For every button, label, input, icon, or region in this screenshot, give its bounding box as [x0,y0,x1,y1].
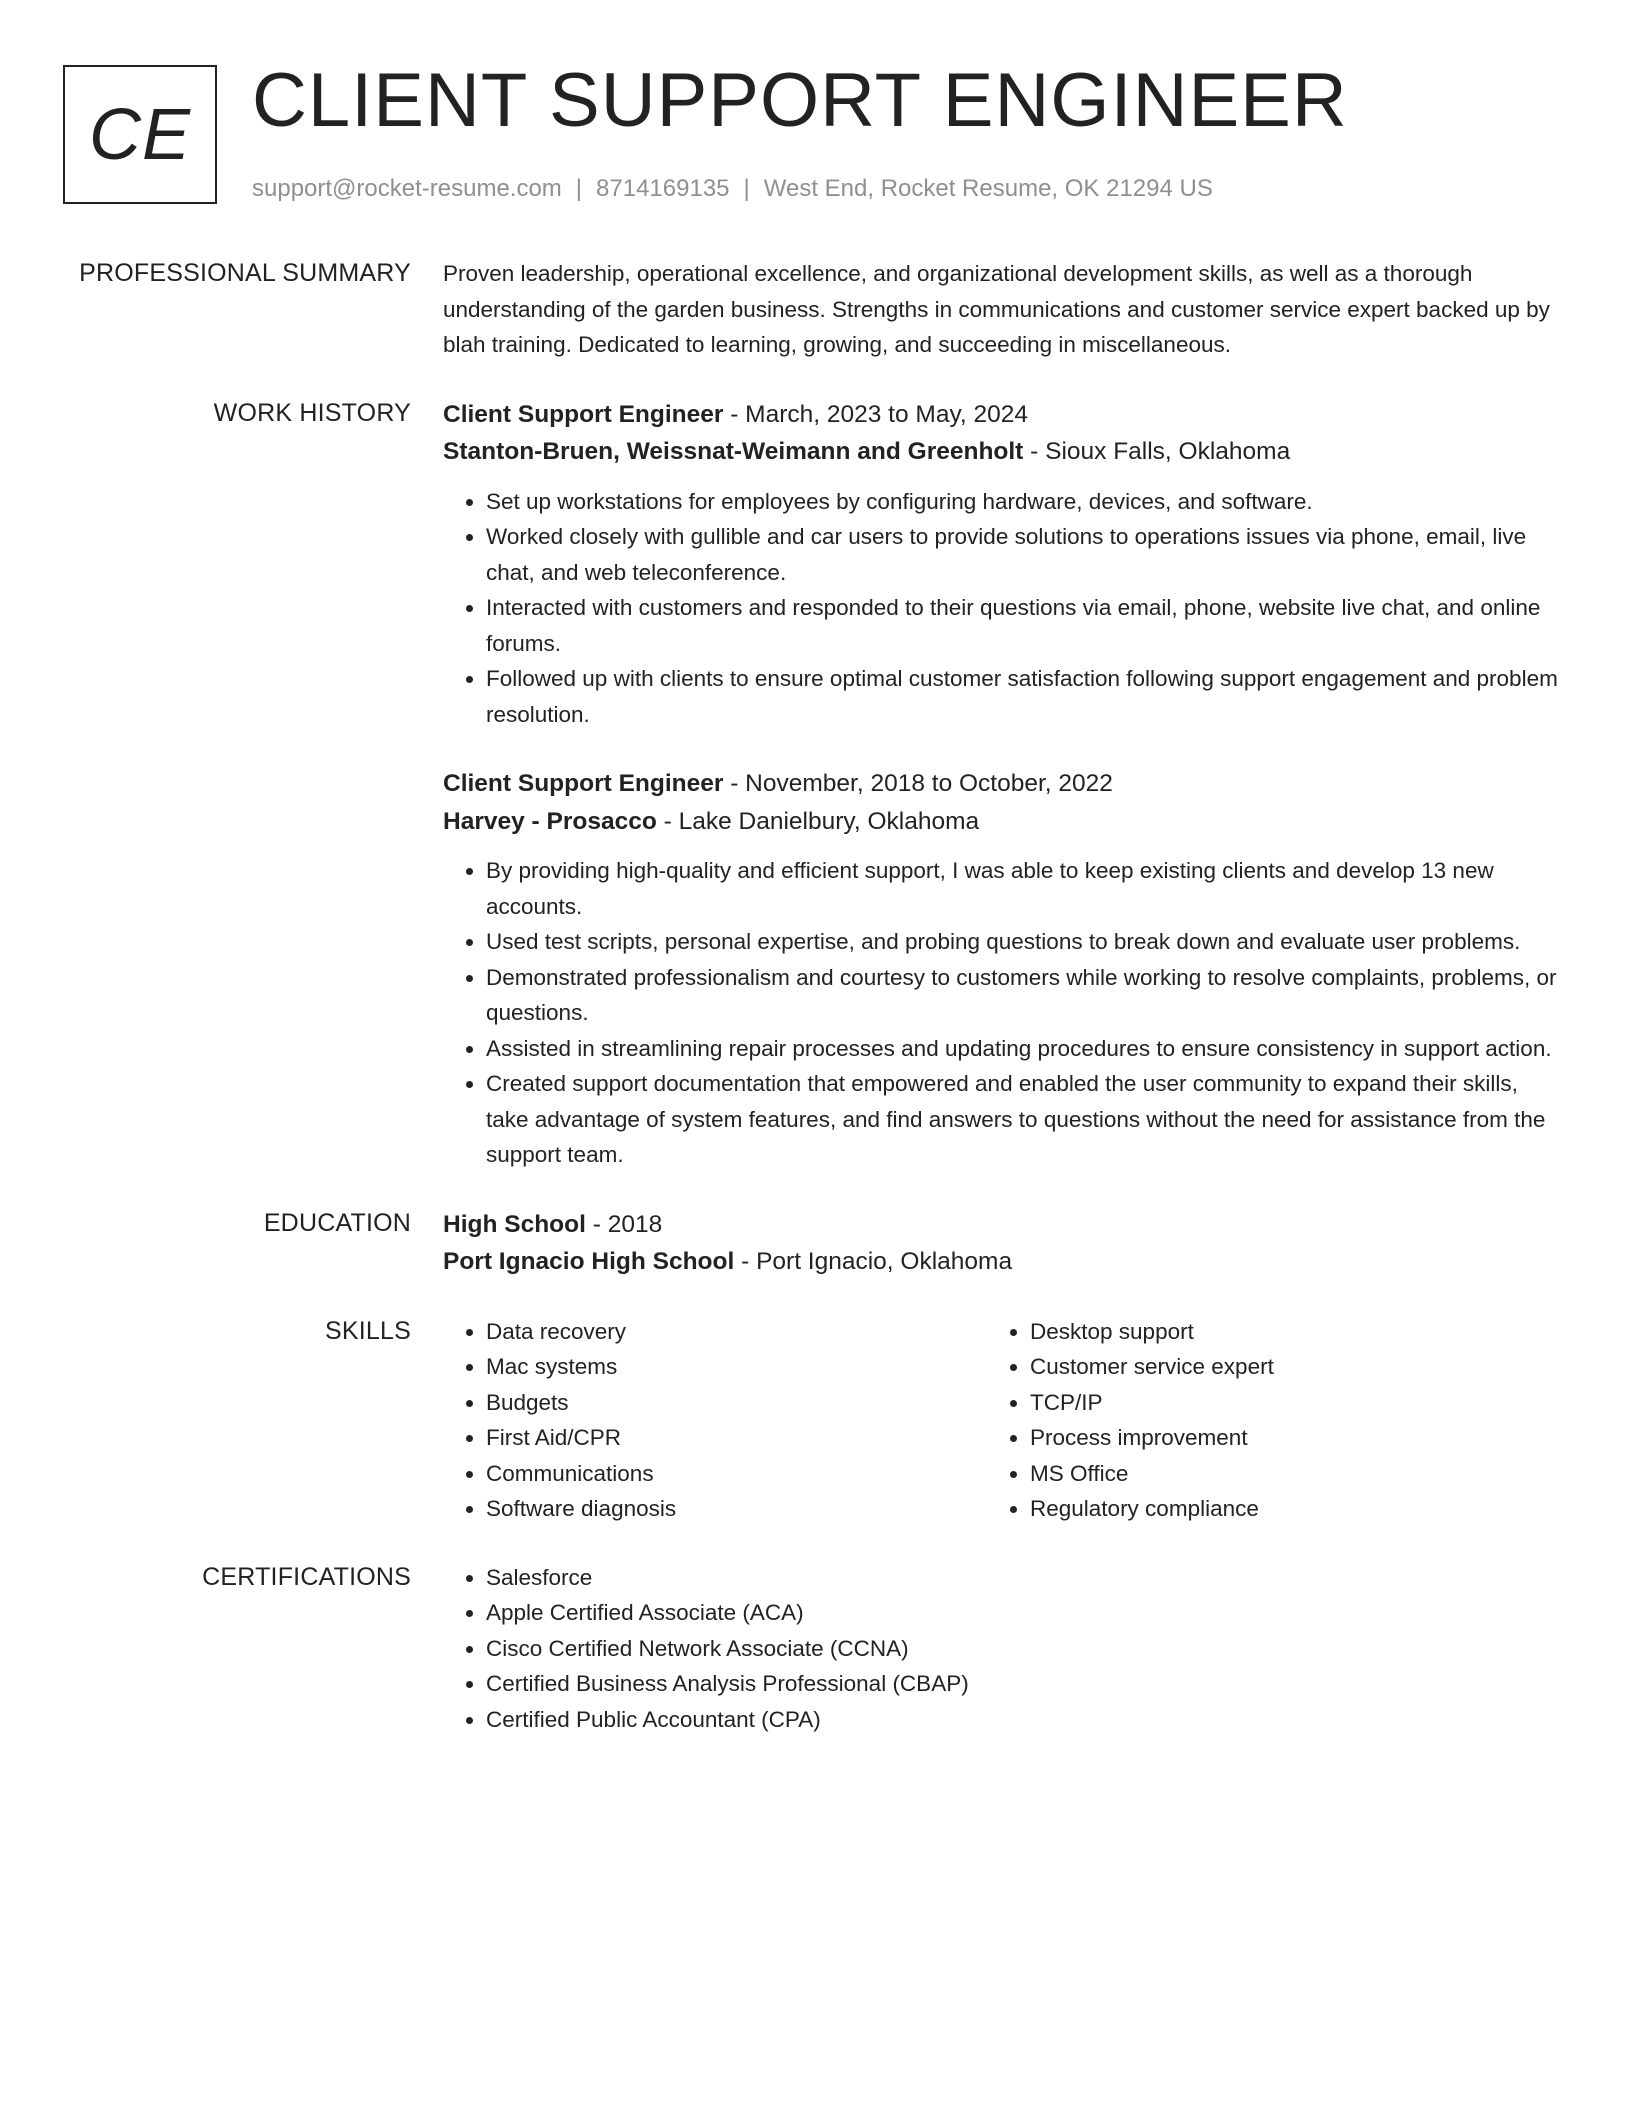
job-bullets [443,853,1559,1173]
job-location: - Lake Danielbury, Oklahoma [656,807,980,835]
list-item: • Cisco Certified Network Associate (CCNA) [486,1631,1559,1667]
list-item: • First Aid/CPR [486,1420,987,1456]
contact-separator: | [575,175,583,202]
certifications-section [0,1560,1632,1738]
list-item: • Assisted in streamlining repair processes and updating procedures to ensure consistency in support action. [486,1031,1559,1067]
education-body [443,1206,1559,1281]
list-item: • Desktop support [1030,1314,1531,1350]
summary-section [0,256,1632,363]
list-item: • Customer service expert [1030,1349,1531,1385]
section-label-work-history: WORK HISTORY [213,398,411,427]
list-item: • Budgets [486,1385,987,1421]
contact-phone: 8714169135 [596,175,730,202]
list-item: • Interacted with customers and responded to their questions via email, phone, website live chat, and online forums. [486,590,1559,661]
list-item: • Communications [486,1456,987,1492]
summary-text: Proven leadership, operational excellence, and organizational development skills, as well as a thorough understanding of the garden business. Strengths in communications and customer service expert backed up by blah training. Dedicated to learning, growing, and succeeding in miscellaneous. [443,261,1550,357]
job-company: Stanton-Bruen, Weissnat-Weimann and Greenholt [443,438,1024,465]
job-title: Client Support Engineer [443,770,724,797]
contact-line [252,172,1213,206]
contact-separator: | [743,175,750,202]
education-degree: High School [443,1210,586,1238]
list-item: • Certified Public Accountant (CPA) [486,1702,1559,1738]
skills-section [0,1314,1632,1527]
list-item: • Software diagnosis [486,1491,987,1527]
certifications-body [443,1560,1559,1738]
list-item: • Used test scripts, personal expertise, and probing questions to break down and evaluate user problems. [486,924,1559,960]
list-item: • Set up workstations for employees by configuring hardware, devices, and software. [486,484,1559,520]
list-item: • TCP/IP [1030,1385,1531,1421]
skills-list-right [987,1314,1531,1527]
job-company-line [443,433,1559,471]
list-item: • MS Office [1030,1456,1531,1492]
work-history-section [0,396,1632,1173]
list-item: • By providing high-quality and efficient support, I was able to keep existing clients and develop 13 new accounts. [486,853,1559,924]
section-label-skills: SKILLS [325,1316,411,1345]
section-label-certifications: CERTIFICATIONS [202,1562,411,1591]
education-school-line [443,1243,1559,1281]
monogram: CE [63,65,217,204]
education-school: Port Ignacio High School [443,1248,735,1275]
list-item: • Followed up with clients to ensure optimal customer satisfaction following support engagement and problem resolution. [486,661,1559,732]
job-dates: - November, 2018 to October, 2022 [723,770,1113,797]
list-item: • Mac systems [486,1349,987,1385]
education-degree-line [443,1206,1559,1244]
page-title: CLIENT SUPPORT ENGINEER [252,58,1348,143]
resume-sections [0,256,1632,1737]
list-item: • Worked closely with gullible and car users to provide solutions to operations issues via phone, email, live chat, and web teleconference. [486,519,1559,590]
list-item: • Demonstrated professionalism and courtesy to customers while working to resolve complaints, problems, or questions. [486,960,1559,1031]
list-item: • Data recovery [486,1314,987,1350]
education-year: - 2018 [585,1210,663,1238]
list-item: • Salesforce [486,1560,1559,1596]
skills-body [443,1314,1559,1527]
list-item: • Regulatory compliance [1030,1491,1531,1527]
contact-address: West End, Rocket Resume, OK 21294 US [763,175,1213,202]
list-item: • Created support documentation that empowered and enabled the user community to expand their skills, take advantage of system features, and find answers to questions without the need for assistance from the support team. [486,1066,1559,1173]
list-item: • Process improvement [1030,1420,1531,1456]
job-title: Client Support Engineer [443,400,724,428]
list-item: • Certified Business Analysis Professional (CBAP) [486,1666,1559,1702]
work-history-body [443,396,1559,1173]
job-dates: - March, 2023 to May, 2024 [723,400,1028,428]
section-label-education: EDUCATION [263,1208,411,1237]
skills-list-left [443,1314,987,1527]
job-title-line [443,396,1559,434]
education-location: - Port Ignacio, Oklahoma [734,1248,1013,1275]
job-company: Harvey - Prosacco [443,807,657,835]
job-bullets [443,484,1559,733]
list-item: • Apple Certified Associate (ACA) [486,1595,1559,1631]
section-label-summary: PROFESSIONAL SUMMARY [79,259,411,287]
contact-email: support@rocket-resume.com [252,175,562,202]
job-entry [443,396,1559,733]
job-location: - Sioux Falls, Oklahoma [1023,438,1291,465]
job-entry [443,765,1559,1173]
summary-body [443,256,1559,363]
certifications-list [443,1560,1559,1738]
job-company-line [443,803,1559,841]
education-section [0,1206,1632,1281]
job-title-line [443,765,1559,803]
